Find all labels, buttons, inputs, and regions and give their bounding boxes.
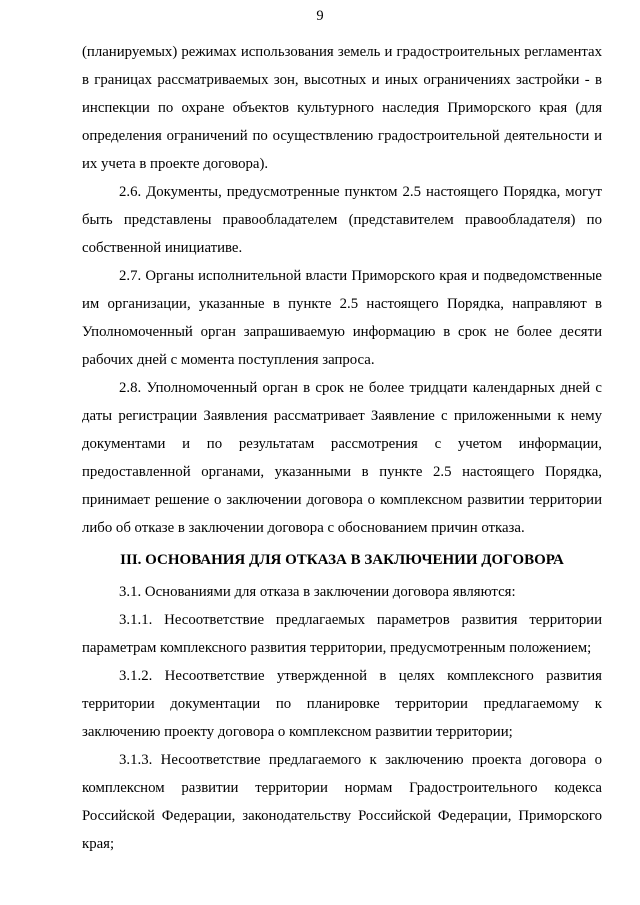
paragraph-2-7: 2.7. Органы исполнительной власти Приморского края и подведомственные им организации, указанные в пункте 2.5 настоящего Порядка, направляют в Уполномоченный орган запрашиваемую информацию в срок не более десяти рабочих дней с момента поступления запроса.	[82, 268, 602, 368]
page-number: 9	[316, 8, 324, 24]
paragraph-3-1-1: 3.1.1. Несоответствие предлагаемых параметров развития территории параметрам комплексного развития территории, предусмотренным положением;	[82, 612, 602, 656]
document-body	[82, 38, 602, 858]
paragraph-3-1: 3.1. Основаниями для отказа в заключении договора являются:	[119, 584, 516, 600]
section-heading: III. ОСНОВАНИЯ ДЛЯ ОТКАЗА В ЗАКЛЮЧЕНИИ ДОГОВОРА	[120, 552, 564, 568]
paragraph-continuation: (планируемых) режимах использования земель и градостроительных регламентах в границах рассматриваемых зон, высотных и иных ограничениях застройки - в инспекции по охране объектов культурного наследия Приморского края (для определения ограничений по осуществлению градостроительной деятельности и их учета в проекте договора).	[82, 44, 602, 172]
paragraph-3-1-2: 3.1.2. Несоответствие утвержденной в целях комплексного развития территории документации по планировке территории предлагаемому к заключению проекту договора о комплексном развитии территории;	[82, 668, 602, 740]
paragraph-2-6: 2.6. Документы, предусмотренные пунктом 2.5 настоящего Порядка, могут быть представлены правообладателем (представителем правообладателя) по собственной инициативе.	[82, 184, 602, 256]
paragraph-2-8: 2.8. Уполномоченный орган в срок не более тридцати календарных дней с даты регистрации Заявления рассматривает Заявление с приложенными к нему документами и по результатам рассмотрения с учетом информации, предоставленной органами, указанными в пункте 2.5 настоящего Порядка, принимает решение о заключении договора о комплексном развитии территории либо об отказе в заключении договора с обоснованием причин отказа.	[82, 380, 602, 536]
paragraph-3-1-3: 3.1.3. Несоответствие предлагаемого к заключению проекта договора о комплексном развитии территории нормам Градостроительного кодекса Российской Федерации, законодательству Российской Федерации, Приморского края;	[82, 752, 602, 852]
